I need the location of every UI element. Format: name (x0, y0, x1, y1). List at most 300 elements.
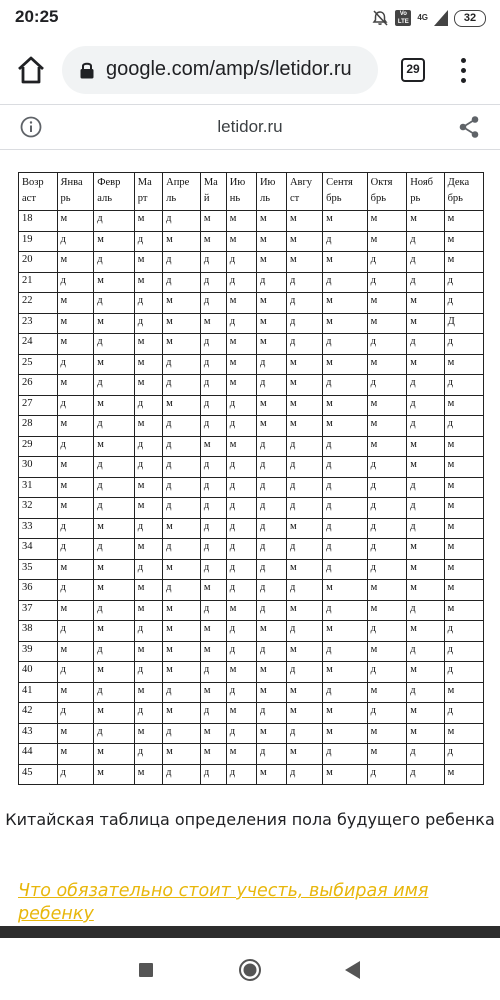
gender-cell: м (57, 334, 94, 355)
gender-cell: д (94, 498, 135, 519)
gender-cell: д (200, 703, 226, 724)
gender-cell: д (444, 375, 483, 396)
gender-cell: м (163, 600, 201, 621)
gender-cell: д (367, 272, 407, 293)
gender-cell: д (94, 293, 135, 314)
gender-cell: м (94, 231, 135, 252)
gender-cell: д (57, 518, 94, 539)
gender-cell: м (367, 436, 407, 457)
gender-cell: м (286, 395, 322, 416)
related-article-link[interactable]: Что обязательно стоит учесть, выбирая имя ребенку (18, 881, 429, 924)
gender-cell: д (256, 498, 286, 519)
gender-cell: м (323, 293, 367, 314)
table-header-row (19, 173, 484, 211)
gender-cell: д (163, 457, 201, 478)
gender-cell: м (163, 395, 201, 416)
gender-cell: м (407, 354, 444, 375)
gender-cell: м (407, 621, 444, 642)
browser-toolbar (0, 36, 500, 104)
gender-cell: м (256, 416, 286, 437)
gender-cell: м (134, 682, 162, 703)
gender-cell: д (323, 559, 367, 580)
age-cell: 37 (19, 600, 58, 621)
table-header-cell: Нояб рь (407, 173, 444, 211)
gender-cell: д (286, 272, 322, 293)
gender-cell: д (134, 621, 162, 642)
gender-cell: м (256, 211, 286, 232)
gender-cell: м (256, 231, 286, 252)
table-row (19, 395, 484, 416)
gender-cell: м (323, 416, 367, 437)
age-cell: 33 (19, 518, 58, 539)
table-header-cell: Возр аст (19, 173, 58, 211)
recents-square-icon[interactable] (139, 963, 153, 977)
gender-cell: м (134, 498, 162, 519)
gender-cell: д (367, 662, 407, 683)
gender-cell: д (407, 252, 444, 273)
gender-cell: д (367, 334, 407, 355)
gender-cell: м (367, 313, 407, 334)
age-cell: 38 (19, 621, 58, 642)
gender-cell: м (226, 231, 256, 252)
gender-cell: м (226, 293, 256, 314)
gender-cell: м (134, 539, 162, 560)
gender-cell: м (256, 764, 286, 785)
gender-cell: д (256, 457, 286, 478)
gender-cell: д (134, 703, 162, 724)
gender-cell: д (286, 723, 322, 744)
gender-cell: д (367, 252, 407, 273)
table-header-cell: Февр аль (94, 173, 135, 211)
gender-cell: д (57, 539, 94, 560)
gender-cell: д (57, 436, 94, 457)
gender-cell: м (134, 723, 162, 744)
gender-cell: д (256, 539, 286, 560)
gender-cell: м (407, 559, 444, 580)
age-cell: 28 (19, 416, 58, 437)
gender-cell: д (367, 764, 407, 785)
gender-cell: д (444, 641, 483, 662)
gender-cell: д (200, 764, 226, 785)
url-text: google.com/amp/s/letidor.ru (106, 58, 352, 80)
gender-cell: д (94, 375, 135, 396)
gender-cell: м (407, 313, 444, 334)
gender-cell: д (226, 416, 256, 437)
gender-cell: д (200, 477, 226, 498)
status-icons (371, 8, 486, 28)
home-circle-icon[interactable] (238, 958, 262, 982)
gender-cell: м (444, 457, 483, 478)
gender-cell: м (286, 416, 322, 437)
gender-cell: д (94, 641, 135, 662)
gender-cell: м (200, 641, 226, 662)
gender-cell: д (444, 703, 483, 724)
gender-cell: д (94, 477, 135, 498)
gender-cell: д (200, 395, 226, 416)
gender-cell: м (323, 313, 367, 334)
gender-cell: м (256, 293, 286, 314)
gender-cell: м (256, 682, 286, 703)
gender-cell: д (367, 621, 407, 642)
age-cell: 31 (19, 477, 58, 498)
gender-cell: м (57, 477, 94, 498)
gender-cell: м (323, 580, 367, 601)
gender-cell: м (286, 211, 322, 232)
age-cell: 36 (19, 580, 58, 601)
alarm-off-icon (371, 9, 389, 27)
gender-cell: д (286, 334, 322, 355)
age-cell: 34 (19, 539, 58, 560)
gender-cell: д (407, 600, 444, 621)
gender-cell: д (134, 436, 162, 457)
gender-cell: д (94, 682, 135, 703)
gender-cell: д (226, 621, 256, 642)
gender-cell: м (407, 457, 444, 478)
gender-cell: д (407, 416, 444, 437)
table-row (19, 272, 484, 293)
gender-cell: м (367, 211, 407, 232)
age-cell: 45 (19, 764, 58, 785)
gender-cell: д (286, 477, 322, 498)
age-cell: 20 (19, 252, 58, 273)
gender-cell: м (94, 313, 135, 334)
gender-cell: д (367, 518, 407, 539)
age-cell: 21 (19, 272, 58, 293)
gender-cell: м (286, 703, 322, 724)
gender-cell: д (134, 395, 162, 416)
gender-cell: д (323, 231, 367, 252)
address-bar[interactable] (62, 46, 378, 94)
table-row (19, 375, 484, 396)
gender-cell: м (226, 744, 256, 765)
gender-cell: д (407, 518, 444, 539)
gender-cell: д (286, 457, 322, 478)
gender-cell: д (323, 375, 367, 396)
gender-cell: д (444, 744, 483, 765)
gender-cell: д (323, 272, 367, 293)
gender-cell: д (226, 313, 256, 334)
gender-cell: м (323, 764, 367, 785)
gender-cell: м (367, 744, 407, 765)
gender-cell: д (444, 621, 483, 642)
gender-cell: м (256, 252, 286, 273)
age-cell: 25 (19, 354, 58, 375)
table-row (19, 231, 484, 252)
gender-cell: м (134, 252, 162, 273)
gender-cell: м (444, 600, 483, 621)
gender-cell: м (256, 621, 286, 642)
age-cell: 39 (19, 641, 58, 662)
table-row (19, 682, 484, 703)
gender-cell: д (57, 231, 94, 252)
table-header-cell: Апре ль (163, 173, 201, 211)
gender-cell: д (367, 498, 407, 519)
gender-cell: д (226, 641, 256, 662)
gender-cell: д (200, 354, 226, 375)
gender-cell: д (94, 723, 135, 744)
table-row (19, 518, 484, 539)
gender-cell: м (286, 600, 322, 621)
gender-cell: м (200, 436, 226, 457)
age-cell: 32 (19, 498, 58, 519)
gender-cell: м (444, 477, 483, 498)
gender-cell: м (256, 662, 286, 683)
gender-cell: д (226, 395, 256, 416)
gender-cell: м (323, 252, 367, 273)
gender-cell: м (134, 334, 162, 355)
table-row (19, 416, 484, 437)
table-row (19, 580, 484, 601)
gender-cell: м (57, 457, 94, 478)
gender-cell: д (226, 764, 256, 785)
gender-cell: м (134, 764, 162, 785)
gender-cell: д (407, 477, 444, 498)
gender-cell: д (94, 539, 135, 560)
gender-cell: д (163, 436, 201, 457)
gender-cell: д (323, 600, 367, 621)
gender-cell: м (200, 744, 226, 765)
gender-cell: м (134, 641, 162, 662)
table-row (19, 211, 484, 232)
table-row (19, 252, 484, 273)
gender-cell: м (407, 211, 444, 232)
table-row (19, 764, 484, 785)
gender-cell: д (163, 272, 201, 293)
gender-cell: д (134, 518, 162, 539)
gender-cell: д (163, 375, 201, 396)
gender-cell: м (94, 580, 135, 601)
home-icon[interactable] (15, 54, 47, 86)
gender-cell: д (134, 313, 162, 334)
gender-cell: д (367, 477, 407, 498)
gender-cell: м (163, 559, 201, 580)
gender-cell: д (367, 375, 407, 396)
system-nav-bar (0, 926, 500, 1000)
table-row (19, 498, 484, 519)
table-row (19, 723, 484, 744)
gender-cell: м (57, 293, 94, 314)
gender-cell: д (444, 334, 483, 355)
gender-cell: д (256, 703, 286, 724)
gender-cell: д (226, 498, 256, 519)
gender-cell: д (444, 662, 483, 683)
table-row (19, 621, 484, 642)
age-cell: 44 (19, 744, 58, 765)
gender-cell: м (94, 395, 135, 416)
gender-cell: д (407, 764, 444, 785)
gender-cell: д (163, 498, 201, 519)
status-bar (0, 0, 500, 36)
gender-cell: м (57, 744, 94, 765)
gender-cell: д (57, 395, 94, 416)
network-type-label: 4G (417, 13, 428, 22)
amp-header (0, 104, 500, 150)
table-row (19, 477, 484, 498)
gender-cell: д (57, 272, 94, 293)
gender-cell: м (286, 375, 322, 396)
gender-cell: м (200, 580, 226, 601)
gender-cell: д (407, 682, 444, 703)
gender-cell: д (226, 272, 256, 293)
gender-cell: м (407, 580, 444, 601)
gender-cell: д (407, 395, 444, 416)
gender-cell: м (444, 498, 483, 519)
gender-cell: д (200, 416, 226, 437)
gender-cell: м (444, 436, 483, 457)
gender-cell: м (286, 682, 322, 703)
gender-cell: д (163, 477, 201, 498)
gender-cell: м (323, 395, 367, 416)
gender-cell: д (323, 436, 367, 457)
gender-cell: д (286, 580, 322, 601)
gender-cell: д (57, 621, 94, 642)
gender-cell: д (367, 559, 407, 580)
gender-cell: м (323, 621, 367, 642)
gender-cell: д (367, 703, 407, 724)
gender-cell: д (134, 662, 162, 683)
table-row (19, 559, 484, 580)
gender-cell: д (200, 334, 226, 355)
table-row (19, 313, 484, 334)
gender-cell: д (226, 518, 256, 539)
table-row (19, 334, 484, 355)
gender-cell: д (286, 436, 322, 457)
gender-cell: м (57, 600, 94, 621)
table-row (19, 436, 484, 457)
age-cell: 22 (19, 293, 58, 314)
gender-cell: д (163, 539, 201, 560)
gender-cell: д (200, 600, 226, 621)
gender-cell: д (94, 334, 135, 355)
gender-cell: д (407, 744, 444, 765)
gender-cell: д (163, 211, 201, 232)
gender-cell: д (226, 723, 256, 744)
table-header-cell: Ию нь (226, 173, 256, 211)
gender-cell: д (323, 744, 367, 765)
gender-cell: м (226, 334, 256, 355)
gender-cell: д (163, 416, 201, 437)
gender-cell: м (94, 621, 135, 642)
gender-cell: д (286, 539, 322, 560)
gender-cell: м (200, 231, 226, 252)
gender-cell: д (200, 559, 226, 580)
gender-cell: д (323, 457, 367, 478)
table-row (19, 641, 484, 662)
kebab-menu-icon[interactable] (456, 56, 472, 86)
gender-cell: д (226, 559, 256, 580)
table-header-cell: Дека брь (444, 173, 483, 211)
gender-cell: м (444, 580, 483, 601)
gender-cell: м (367, 600, 407, 621)
gender-cell: д (407, 334, 444, 355)
gender-cell: д (57, 662, 94, 683)
gender-cell: м (226, 703, 256, 724)
gender-cell: д (367, 539, 407, 560)
gender-cell: д (163, 252, 201, 273)
gender-cell: м (444, 518, 483, 539)
gender-cell: м (163, 641, 201, 662)
gender-cell: м (163, 621, 201, 642)
gender-cell: д (256, 477, 286, 498)
gender-cell: м (226, 211, 256, 232)
gender-cell: д (444, 416, 483, 437)
gender-cell: м (134, 580, 162, 601)
gender-cell: м (444, 723, 483, 744)
gender-cell: д (134, 293, 162, 314)
gender-cell: м (367, 580, 407, 601)
gender-cell: д (57, 354, 94, 375)
gender-cell: м (444, 252, 483, 273)
signal-icon (434, 10, 448, 26)
gender-cell: м (163, 231, 201, 252)
gender-cell: д (407, 272, 444, 293)
gender-cell: м (323, 211, 367, 232)
gender-cell: м (444, 231, 483, 252)
gender-cell: д (200, 293, 226, 314)
back-triangle-icon[interactable] (344, 960, 362, 980)
gender-cell: д (323, 641, 367, 662)
gender-cell: м (226, 375, 256, 396)
table-header-cell: Сентя брь (323, 173, 367, 211)
gender-cell: д (256, 641, 286, 662)
gender-cell: м (367, 416, 407, 437)
gender-cell: м (407, 723, 444, 744)
table-header-cell: Ма рт (134, 173, 162, 211)
gender-cell: д (163, 580, 201, 601)
gender-cell: д (226, 580, 256, 601)
gender-cell: м (57, 682, 94, 703)
gender-cell: м (367, 293, 407, 314)
gender-cell: д (256, 559, 286, 580)
gender-cell: м (134, 354, 162, 375)
gender-cell: м (444, 354, 483, 375)
gender-cell: д (57, 703, 94, 724)
gender-cell: д (226, 477, 256, 498)
gender-cell: м (94, 764, 135, 785)
gender-cell: д (163, 723, 201, 744)
gender-cell: м (200, 313, 226, 334)
gender-cell: м (286, 744, 322, 765)
table-header-cell: Янва рь (57, 173, 94, 211)
gender-cell: м (94, 518, 135, 539)
gender-cell: д (226, 539, 256, 560)
gender-cell: м (163, 518, 201, 539)
gender-cell: д (226, 252, 256, 273)
gender-cell: д (256, 272, 286, 293)
gender-cell: д (286, 313, 322, 334)
gender-cell: д (163, 682, 201, 703)
table-row (19, 744, 484, 765)
status-time: 20:25 (15, 7, 59, 26)
gender-cell: д (256, 518, 286, 539)
gender-cell: д (256, 354, 286, 375)
gender-cell: м (57, 416, 94, 437)
gender-cell: д (256, 436, 286, 457)
gender-cell: м (286, 354, 322, 375)
gender-cell: м (367, 682, 407, 703)
gender-cell: д (256, 600, 286, 621)
tab-switcher-button[interactable]: 29 (401, 58, 425, 82)
gender-cell: м (367, 231, 407, 252)
gender-cell: м (323, 662, 367, 683)
table-header-cell: Ию ль (256, 173, 286, 211)
gender-cell: м (57, 252, 94, 273)
gender-cell: м (226, 600, 256, 621)
share-icon[interactable] (458, 115, 480, 139)
age-cell: 29 (19, 436, 58, 457)
gender-cell: д (94, 600, 135, 621)
amp-domain: letidor.ru (217, 117, 283, 136)
